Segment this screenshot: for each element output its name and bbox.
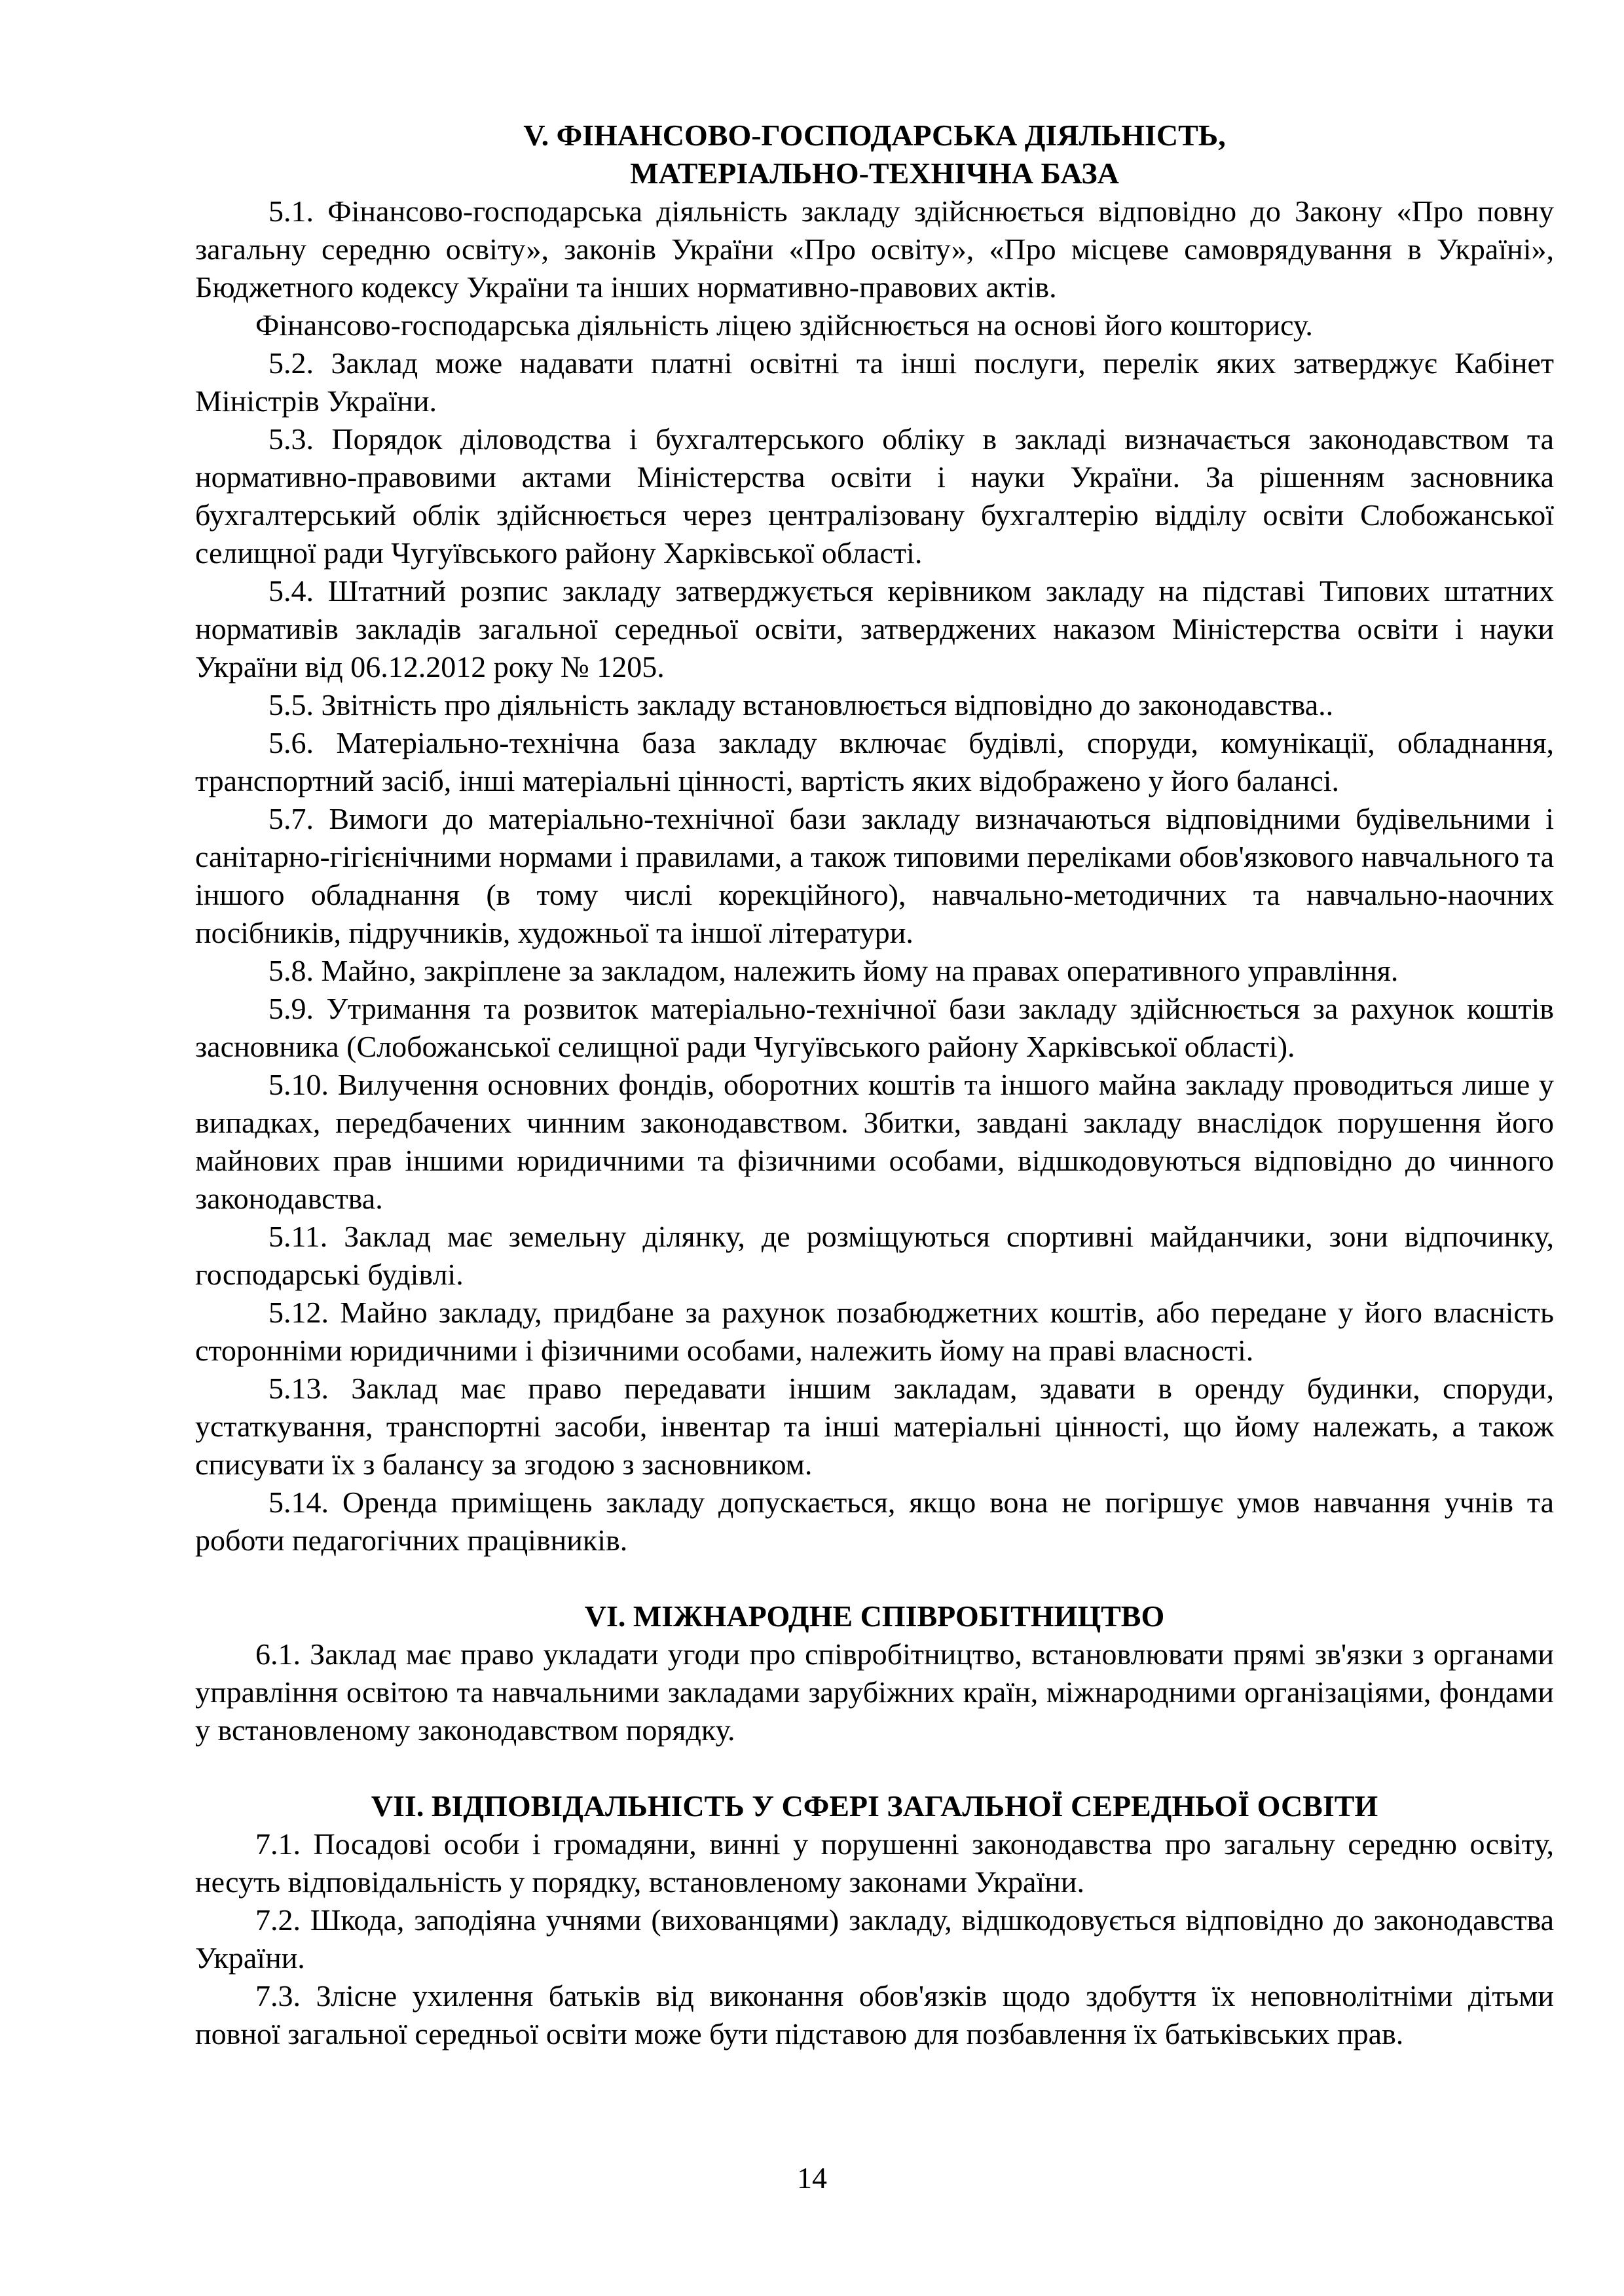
paragraph-7-2: 7.2. Шкода, заподіяна учнями (вихованцями) закладу, відшкодовується відповідно до законодавства України. (195, 1903, 1554, 1975)
document-page (195, 117, 1554, 2053)
paragraph-5-4: 5.4. Штатний розпис закладу затверджується керівником закладу на підставі Типових штатних нормативів закладів загальної середньої освіти, затверджених наказом Міністерства освіти і науки України від 06.12.2012 року № 1205. (195, 574, 1554, 683)
paragraph-5-2: 5.2. Заклад може надавати платні освітні та інші послуги, перелік яких затверджує Кабінет Міністрів України. (195, 346, 1554, 418)
section-5-title-line-2: МАТЕРІАЛЬНО-ТЕХНІЧНА БАЗА (630, 156, 1119, 190)
paragraph-5-1: 5.1. Фінансово-господарська діяльність закладу здійснюється відповідно до Закону «Про повну загальну середню освіту», законів України «Про освіту», «Про місцеве самоврядування в Україні», Бюджетного кодексу України та інших нормативно-правових актів. (195, 194, 1554, 304)
paragraph-5-1-continued: Фінансово-господарська діяльність ліцею здійснюється на основі його кошторису. (255, 308, 1313, 342)
paragraph-5-9: 5.9. Утримання та розвиток матеріально-технічної бази закладу здійснюється за рахунок коштів засновника (Слобожанської селищної ради Чугуївського району Харківської області). (195, 992, 1554, 1063)
section-7-title: VII. ВІДПОВІДАЛЬНІСТЬ У СФЕРІ ЗАГАЛЬНОЇ СЕРЕДНЬОЇ ОСВІТИ (371, 1789, 1378, 1823)
paragraph-5-11: 5.11. Заклад має земельну ділянку, де розміщуються спортивні майданчики, зони відпочинку, господарські будівлі. (195, 1220, 1554, 1291)
paragraph-5-3: 5.3. Порядок діловодства і бухгалтерського обліку в закладі визначається законодавством та нормативно-правовими актами Міністерства освіти і науки України. За рішенням засновника бухгалтерський облік здійснюється через централізовану бухгалтерію відділу освіти Слобожанської селищної ради Чугуївського району Харківської області. (195, 422, 1554, 570)
paragraph-5-10: 5.10. Вилучення основних фондів, оборотних коштів та іншого майна закладу проводиться лише у випадках, передбачених чинним законодавством. Збитки, завдані закладу внаслідок порушення його майнових прав іншими юридичними та фізичними особами, відшкодовуються відповідно до чинного законодавства. (195, 1068, 1554, 1215)
paragraph-7-1: 7.1. Посадові особи і громадяни, винні у порушенні законодавства про загальну середню освіту, несуть відповідальність у порядку, встановленому законами України. (195, 1827, 1554, 1899)
section-5-title-line-1: V. ФІНАНСОВО-ГОСПОДАРСЬКА ДІЯЛЬНІСТЬ, (523, 118, 1226, 152)
page-number: 14 (797, 2161, 827, 2195)
paragraph-6-1: 6.1. Заклад має право укладати угоди про співробітництво, встановлювати прямі зв'язки з органами управління освітою та навчальними закладами зарубіжних країн, міжнародними організаціями, фондами у встановленому законодавством порядку. (195, 1637, 1554, 1747)
section-6-title: VI. МІЖНАРОДНЕ СПІВРОБІТНИЦТВО (584, 1599, 1165, 1633)
paragraph-5-12: 5.12. Майно закладу, придбане за рахунок позабюджетних коштів, або передане у його власність сторонніми юридичними і фізичними особами, належить йому на праві власності. (195, 1296, 1554, 1367)
paragraph-5-7: 5.7. Вимоги до матеріально-технічної бази закладу визначаються відповідними будівельними і санітарно-гігієнічними нормами і правилами, а також типовими переліками обов'язкового навчального та іншого обладнання (в тому числі корекційного), навчально-методичних та навчально-наочних посібників, підручників, художньої та іншої літератури. (195, 802, 1554, 949)
paragraph-5-6: 5.6. Матеріально-технічна база закладу включає будівлі, споруди, комунікації, обладнання, транспортний засіб, інші матеріальні цінності, вартість яких відображено у його балансі. (195, 726, 1554, 797)
section-spacer (195, 1559, 1554, 1597)
paragraph-5-13: 5.13. Заклад має право передавати іншим закладам, здавати в оренду будинки, споруди, устаткування, транспортні засоби, інвентар та інші матеріальні цінності, що йому належать, а також списувати їх з балансу за згодою з засновником. (195, 1372, 1554, 1481)
paragraph-5-14: 5.14. Оренда приміщень закладу допускається, якщо вона не погіршує умов навчання учнів та роботи педагогічних працівників. (195, 1485, 1554, 1557)
paragraph-5-5: 5.5. Звітність про діяльність закладу встановлюється відповідно до законодавства.. (268, 688, 1334, 721)
section-spacer (195, 1749, 1554, 1787)
paragraph-5-8: 5.8. Майно, закріплене за закладом, належить йому на правах оперативного управління. (268, 954, 1399, 987)
paragraph-7-3: 7.3. Злісне ухилення батьків від виконання обов'язків щодо здобуття їх неповнолітніми дітьми повної загальної середньої освіти може бути підставою для позбавлення їх батьківських прав. (195, 1979, 1554, 2050)
